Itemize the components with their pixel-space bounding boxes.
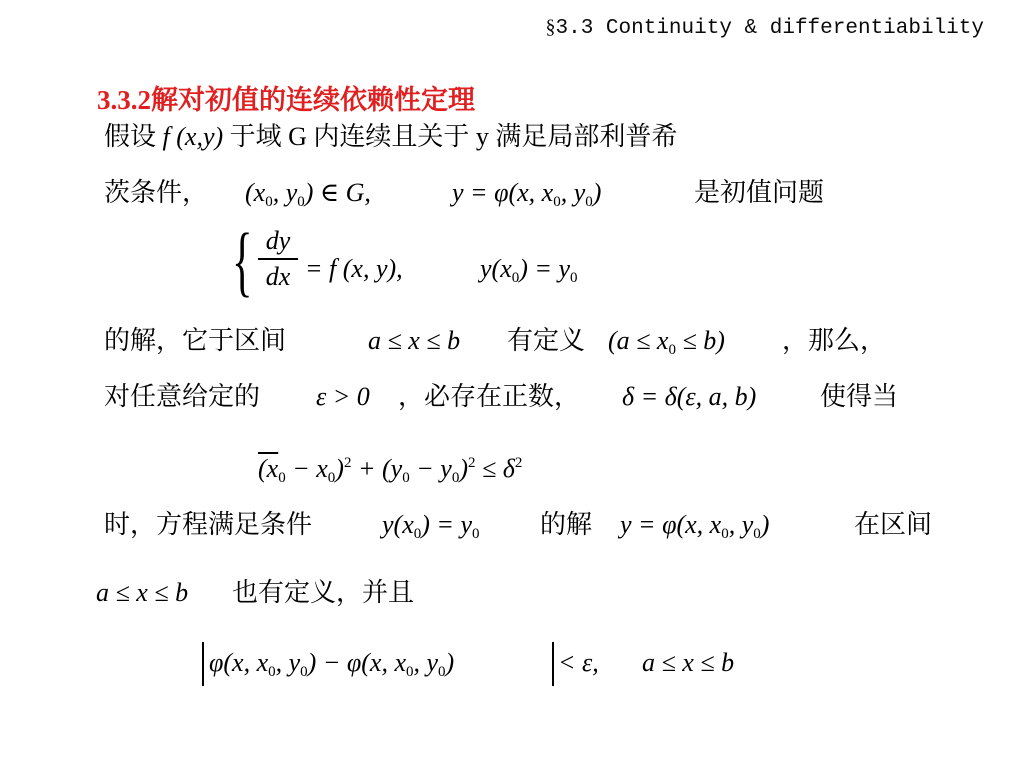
- math-sub: 0: [402, 470, 410, 486]
- line-3-text-b: 有定义: [507, 326, 586, 355]
- section-header: [546, 16, 984, 40]
- math-part: a ≤ x ≤ b: [96, 578, 189, 607]
- equation-rhs: [305, 254, 403, 284]
- abs-bar-left: [202, 642, 204, 686]
- math-sub: 0: [570, 270, 578, 286]
- line-4-epsilon: [316, 382, 370, 412]
- math-part: + (y: [351, 454, 403, 483]
- math-part: , y: [413, 648, 439, 677]
- initial-condition: [480, 254, 578, 293]
- line-5-text-b: 的解: [540, 510, 593, 539]
- line-4-text-c: 使得当: [820, 382, 899, 411]
- math-part: = f (x, y),: [305, 254, 403, 283]
- line-1-text-a: 假设: [104, 122, 157, 151]
- math-part: , y: [560, 178, 586, 207]
- math-part: y = φ(x, x: [452, 178, 554, 207]
- math-sub: 0: [553, 194, 561, 210]
- abs-bar-right: [552, 642, 554, 686]
- line-5-text-a: 时，方程满足条件: [104, 510, 313, 539]
- math-sub: 0: [753, 526, 761, 542]
- line-2-math-point: [245, 178, 371, 217]
- final-abs-expression: [209, 648, 454, 687]
- math-part: δ = δ(ε, a, b): [622, 382, 757, 411]
- line-6-text: 也有定义，并且: [232, 578, 415, 607]
- math-part: ): [592, 178, 602, 207]
- math-part: ) = y: [519, 254, 570, 283]
- section-title: 3.3 Continuity & differentiability: [555, 17, 984, 40]
- math-sub: 0: [278, 470, 286, 486]
- math-sub: 0: [668, 342, 676, 358]
- line-2-text: 茨条件，: [104, 178, 209, 207]
- line-5-text-c: 在区间: [854, 510, 933, 539]
- line-1-text-b: 于域 G 内连续且关于 y 满足局部利普希: [229, 122, 678, 151]
- math-sub: 0: [413, 526, 422, 542]
- math-sub: 0: [327, 470, 336, 486]
- math-sub: 0: [585, 194, 593, 210]
- line-2-math-solution: [452, 178, 601, 217]
- math-sup: 2: [514, 455, 523, 471]
- math-sub: 0: [265, 194, 273, 210]
- math-part: a ≤ x ≤ b: [368, 326, 461, 355]
- line-3-text-c: ，那么，: [782, 326, 887, 355]
- line-4-text-a: 对任意给定的: [104, 382, 261, 411]
- math-part: (a ≤ x: [608, 326, 669, 355]
- math-part: ): [335, 454, 344, 483]
- line-6-interval: [96, 578, 188, 608]
- math-sub: 0: [297, 194, 305, 210]
- fraction-bar: [258, 258, 298, 260]
- math-part: a ≤ x ≤ b: [642, 648, 735, 677]
- math-part: ≤ b): [675, 326, 725, 355]
- math-sup: 2: [467, 455, 476, 471]
- math-part: (x: [245, 178, 266, 207]
- math-part: ): [445, 648, 455, 677]
- math-part: φ(x, x: [209, 648, 269, 677]
- system-brace: {: [232, 217, 253, 304]
- math-part: − x: [285, 454, 328, 483]
- line-4-delta: [622, 382, 756, 412]
- section-mark: §: [545, 16, 556, 38]
- math-part: − y: [409, 454, 452, 483]
- math-part: y(x: [480, 254, 512, 283]
- final-epsilon: [558, 648, 599, 678]
- math-part: , y: [728, 510, 754, 539]
- line-5-condition: [382, 510, 480, 549]
- math-sub: 0: [451, 470, 460, 486]
- final-interval: [642, 648, 734, 678]
- math-sub: 0: [472, 526, 480, 542]
- math-part: , y: [275, 648, 301, 677]
- math-sub: 0: [511, 270, 520, 286]
- math-part: (x: [258, 454, 279, 483]
- line-2-text-b: 是初值问题: [694, 178, 825, 207]
- fraction-numerator: dy: [265, 226, 291, 255]
- line-4-text-b: ，必存在正数，: [398, 382, 581, 411]
- math-part: ) = y: [421, 510, 472, 539]
- math-sup: 2: [343, 455, 352, 471]
- line-1-math: f (x,y): [162, 122, 224, 151]
- math-part: ): [760, 510, 770, 539]
- line-1: [104, 122, 677, 152]
- fraction-denominator: dx: [265, 261, 291, 291]
- line-3-text-a: 的解，它于区间: [104, 326, 287, 355]
- line-5-solution: [620, 510, 769, 549]
- math-part: y = φ(x, x: [620, 510, 722, 539]
- math-part: ≤ δ: [475, 454, 515, 483]
- math-sub: 0: [721, 526, 729, 542]
- math-part: , y: [272, 178, 298, 207]
- line-3-interval: [368, 326, 460, 356]
- theorem-title: 3.3.2解对初值的连续依赖性定理: [97, 85, 475, 115]
- math-part: ): [459, 454, 468, 483]
- math-part: y(x: [382, 510, 414, 539]
- math-part: < ε,: [558, 648, 599, 677]
- math-sub: 0: [268, 664, 276, 680]
- distance-inequality: [258, 448, 522, 493]
- math-part: ) − φ(x, x: [307, 648, 406, 677]
- math-sub: 0: [406, 664, 414, 680]
- derivative-fraction: [258, 226, 298, 292]
- math-part: ) ∈ G,: [304, 178, 371, 207]
- line-3-x0-range: [608, 326, 725, 365]
- math-sub: 0: [300, 664, 308, 680]
- math-sub: 0: [438, 664, 446, 680]
- math-part: ε > 0: [316, 382, 370, 411]
